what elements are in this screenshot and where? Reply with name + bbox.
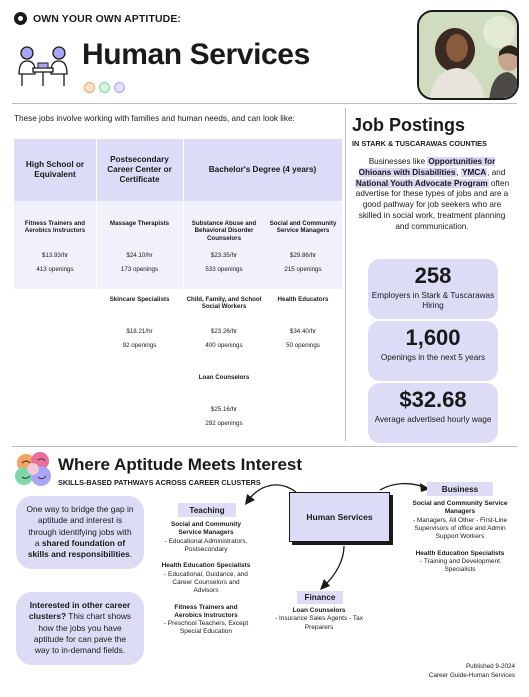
cluster-job: Health Education Specialists [415, 549, 505, 557]
job-postings-description [352, 157, 512, 233]
section-subtitle: SKILLS-BASED PATHWAYS ACROSS CAREER CLUSTERS [58, 478, 261, 487]
people-meeting-icon [16, 44, 70, 90]
desc-text: , and [487, 167, 506, 177]
cluster-job-items: - Educational, Guidance, and Career Counselors and Advisors [164, 570, 248, 595]
cluster-job: Social and Community Service Managers [412, 500, 508, 516]
header-photo [417, 10, 519, 100]
job-name: Social and Community Service Managers [269, 220, 337, 235]
cluster-job-items: - Educational Administrators, Postsecondary [164, 537, 248, 553]
cluster-jobs-business [404, 500, 516, 575]
job-wage: $13.93/hr [41, 252, 69, 259]
publish-info [429, 663, 515, 680]
job-name: Health Educators [277, 296, 329, 303]
cluster-job: Health Education Specialists [161, 562, 251, 570]
header-divider [12, 103, 517, 104]
cluster-job: Loan Counselors [292, 607, 346, 614]
cluster-jobs-finance [272, 607, 366, 632]
job-wage: $23.35/hr [210, 252, 238, 259]
job-openings: 533 openings [205, 266, 243, 274]
cluster-job: Fitness Trainers and Aerobics Instructors [174, 603, 238, 619]
bubble-bold: Interested in other career clusters? [28, 600, 131, 622]
green-dot [99, 82, 110, 93]
decorative-dots [84, 82, 125, 93]
stat-card-employers [368, 259, 498, 319]
cluster-label-teaching: Teaching [178, 503, 236, 517]
column-divider [183, 139, 184, 289]
job-openings: 282 openings [205, 420, 243, 428]
guide-name: Career Guide-Human Services [428, 671, 515, 679]
cluster-jobs-teaching [160, 521, 252, 637]
job-wage: $18.21/hr [126, 328, 153, 335]
job-wage: $29.86/hr [289, 252, 317, 259]
bubble-text: This chart shows how the jobs you have aptitude for can pave the way to in-demand fields. [33, 611, 132, 656]
job-name: Fitness Trainers and Aerobics Instructors [24, 220, 86, 235]
cluster-job-items: - Insurance Sales Agents - Tax Preparers [274, 615, 364, 631]
people-talking-image [419, 12, 519, 100]
job-openings: 215 openings [284, 266, 322, 274]
target-icon [14, 12, 27, 25]
job-card [98, 296, 181, 350]
stat-card-openings [368, 321, 498, 381]
stat-label: Openings in the next 5 years [380, 353, 486, 362]
desc-text: often advertise for these types of jobs and are a good pathway for job seekers who are skilled in social work, treatment planning and communication. [355, 178, 510, 231]
header-postsecondary: Postsecondary Career Center or Certificate [96, 139, 183, 201]
job-name: Loan Counselors [198, 374, 250, 381]
job-openings: 173 openings [120, 266, 159, 274]
stat-label: Employers in Stark & Tuscarawas Hiring [371, 291, 495, 311]
desc-text: Businesses like [368, 157, 428, 166]
job-name: Child, Family, and School Social Workers [186, 296, 262, 311]
job-table [14, 139, 342, 426]
job-wage: $24.10/hr [126, 252, 153, 259]
page-title: Human Services [82, 38, 310, 71]
job-card [266, 220, 340, 274]
purple-dot [114, 82, 125, 93]
intro-text: These jobs involve working with families and human needs, and can look like: [14, 114, 295, 123]
job-card [186, 220, 262, 274]
job-name: Skincare Specialists [109, 296, 170, 303]
job-openings: 50 openings [286, 342, 320, 350]
job-postings-subtitle: IN STARK & TUSCARAWAS COUNTIES [352, 139, 487, 148]
cluster-label-business: Business [427, 482, 493, 496]
job-card [186, 374, 262, 428]
stat-value: 1,600 [405, 325, 461, 350]
desc-text: , [456, 167, 462, 177]
cluster-job-items: - Preschool Teachers, Except Special Education [163, 620, 249, 636]
cluster-job: Social and Community Service Managers [170, 521, 242, 537]
bubble-text: One way to bridge the gap in aptitude and interest is through identifying jobs with a [26, 504, 134, 549]
employer-highlight: National Youth Advocate Program [355, 178, 488, 188]
section-title: Where Aptitude Meets Interest [58, 455, 303, 474]
stat-label: Average advertised hourly wage [374, 415, 492, 424]
bubble-text: . [129, 549, 133, 560]
stat-value: 258 [414, 263, 452, 288]
job-wage: $23.26/hr [210, 328, 238, 335]
spacer [160, 554, 252, 562]
job-name: Substance Abuse and Behavioral Disorder Counselors [191, 220, 257, 242]
job-card [98, 220, 181, 274]
spacer [160, 596, 252, 604]
job-name: Massage Therapists [109, 220, 170, 227]
cluster-job-items: - Managers, All Other - First-Line Supervisors of office and Admin Support Workers [412, 516, 508, 541]
job-card [186, 296, 262, 350]
eyebrow-text: OWN YOUR OWN APTITUDE: [33, 12, 182, 25]
section-divider [12, 446, 517, 447]
bubble-bold: shared foundation of skills and responsibilities [27, 538, 130, 560]
orange-dot [84, 82, 95, 93]
job-card [266, 296, 340, 350]
info-bubble-clusters [16, 592, 144, 665]
cluster-label-finance: Finance [297, 591, 343, 604]
employer-highlight: YMCA [462, 167, 487, 177]
job-openings: 92 openings [122, 342, 157, 350]
employer-highlight: Opportunities for Ohioans with Disabilities [358, 157, 496, 177]
spacer [404, 542, 516, 550]
job-postings-title: Job Postings [352, 115, 466, 135]
job-card [16, 220, 94, 274]
header-bachelors: Bachelor's Degree (4 years) [183, 139, 342, 201]
stat-value: $32.68 [399, 387, 467, 412]
eyebrow [14, 12, 181, 25]
center-cluster-box: Human Services [289, 492, 390, 542]
brain-icon [14, 451, 54, 489]
published-date: Published 9-2024 [465, 663, 515, 670]
column-divider [96, 139, 97, 289]
stat-card-wage [368, 383, 498, 443]
header-high-school: High School or Equivalent [14, 139, 96, 201]
column-divider [345, 108, 346, 441]
job-wage: $25.16/hr [210, 406, 238, 413]
info-bubble-bridge [16, 496, 144, 569]
cluster-job-items: - Training and Development Specialists [420, 557, 500, 574]
job-openings: 400 openings [205, 342, 243, 350]
job-wage: $34.40/hr [289, 328, 317, 335]
job-openings: 413 openings [36, 266, 74, 274]
